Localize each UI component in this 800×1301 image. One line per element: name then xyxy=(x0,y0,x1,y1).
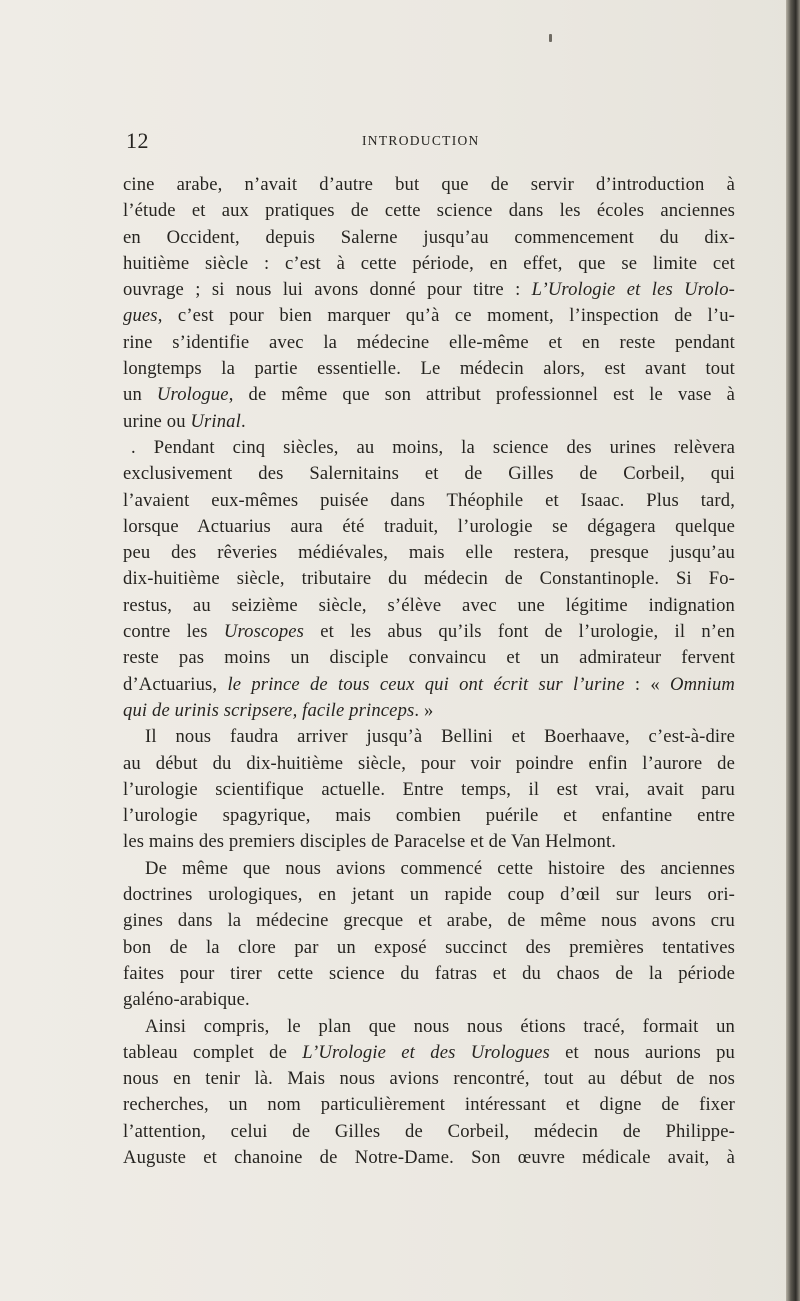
text-line: peu des rêveries médiévales, mais elle restera, presque jusqu’au xyxy=(123,542,735,564)
text-line: au début du dix-huitième siècle, pour voir poindre enfin l’aurore de xyxy=(123,752,735,774)
italic-term: Urinal xyxy=(190,410,241,432)
text-line: tableau complet de L’Urologie et des Urologues et nous aurions pu xyxy=(123,1041,735,1063)
italic-term: Uroscopes xyxy=(223,621,305,643)
text-line: un Urologue, de même que son attribut professionnel est le vase à xyxy=(123,384,735,406)
paragraph-start-line: Il nous faudra arriver jusqu’à Bellini et Boerhaave, c’est-à-dire xyxy=(145,726,735,748)
text-line: gines dans la médecine grecque et arabe, de même nous avons cru xyxy=(123,910,735,932)
text-line: recherches, un nom particulièrement intéressant et digne de fixer xyxy=(123,1094,735,1116)
text-line: l’étude et aux pratiques de cette science dans les écoles anciennes xyxy=(123,200,735,222)
text-line: les mains des premiers disciples de Paracelse et de Van Helmont. xyxy=(123,831,617,853)
italic-term: Urologue xyxy=(156,384,229,406)
italic-title: L’Urologie et les Urolo- xyxy=(531,279,735,301)
italic-quote: le prince de tous ceux qui ont écrit sur l’urine xyxy=(227,673,625,695)
page-header xyxy=(126,128,734,156)
text-line: d’Actuarius, le prince de tous ceux qui ont écrit sur l’urine : « Omnium xyxy=(123,673,735,695)
text-line: qui de urinis scripsere, facile princeps. » xyxy=(123,699,434,721)
text-line: l’urologie spagyrique, mais combien puérile et enfantine entre xyxy=(123,805,735,827)
paragraph-start-line: Ainsi compris, le plan que nous nous étions tracé, formait un xyxy=(145,1015,735,1037)
italic-quote: Omnium xyxy=(670,673,735,695)
text-line: urine ou Urinal. xyxy=(123,410,246,432)
text-line: l’avaient eux-mêmes puisée dans Théophile et Isaac. Plus tard, xyxy=(123,489,735,511)
text-line: huitième siècle : c’est à cette période, en effet, que se limite cet xyxy=(123,252,735,274)
text-line: restus, au seizième siècle, s’élève avec une légitime indignation xyxy=(123,594,735,616)
text-line: ouvrage ; si nous lui avons donné pour titre : L’Urologie et les Urolo- xyxy=(123,279,735,301)
text-line: doctrines urologiques, en jetant un rapide coup d’œil sur leurs ori- xyxy=(123,884,735,906)
page-number: 12 xyxy=(126,128,149,153)
text-line: gues, c’est pour bien marquer qu’à ce moment, l’inspection de l’u- xyxy=(123,305,735,327)
italic-quote: qui de urinis scripsere, facile princeps xyxy=(123,699,415,721)
text-line: cine arabe, n’avait d’autre but que de servir d’introduction à xyxy=(123,174,735,195)
text-line: Auguste et chanoine de Notre-Dame. Son œuvre médicale avait, à xyxy=(123,1146,735,1168)
paragraph-start-line: De même que nous avions commencé cette histoire des anciennes xyxy=(145,857,735,879)
paper-speck xyxy=(549,34,552,42)
text-line: en Occident, depuis Salerne jusqu’au commencement du dix- xyxy=(123,226,735,248)
text-line: nous en tenir là. Mais nous avions rencontré, tout au début de nos xyxy=(123,1068,735,1090)
text-line: reste pas moins un disciple convaincu et un admirateur fervent xyxy=(123,647,735,669)
text-line: faites pour tirer cette science du fatras et du chaos de la période xyxy=(123,962,735,984)
running-title: INTRODUCTION xyxy=(362,133,480,148)
text-line: longtemps la partie essentielle. Le médecin alors, est avant tout xyxy=(123,358,735,380)
text-line: exclusivement des Salernitains et de Gilles de Corbeil, qui xyxy=(123,463,735,485)
text-line: galéno-arabique. xyxy=(123,989,250,1011)
italic-title: gues xyxy=(123,305,158,327)
text-line: lorsque Actuarius aura été traduit, l’urologie se dégagera quelque xyxy=(123,515,735,537)
italic-title: L’Urologie et des Urologues xyxy=(302,1041,550,1063)
book-spine-shadow xyxy=(786,0,800,1301)
text-line: rine s’identifie avec la médecine elle-même et en reste pendant xyxy=(123,331,735,353)
text-line: l’urologie scientifique actuelle. Entre temps, il est vrai, avait paru xyxy=(123,778,735,800)
paragraph-start-line: . Pendant cinq siècles, au moins, la science des urines relèvera xyxy=(131,436,735,458)
text-line: bon de la clore par un exposé succinct des premières tentatives xyxy=(123,936,735,958)
text-line: l’attention, celui de Gilles de Corbeil, médecin de Philippe- xyxy=(123,1120,735,1142)
text-line: contre les Uroscopes et les abus qu’ils font de l’urologie, il n’en xyxy=(123,621,735,643)
text-line: dix-huitième siècle, tributaire du médecin de Constantinople. Si Fo- xyxy=(123,568,735,590)
body-text xyxy=(123,172,735,1171)
